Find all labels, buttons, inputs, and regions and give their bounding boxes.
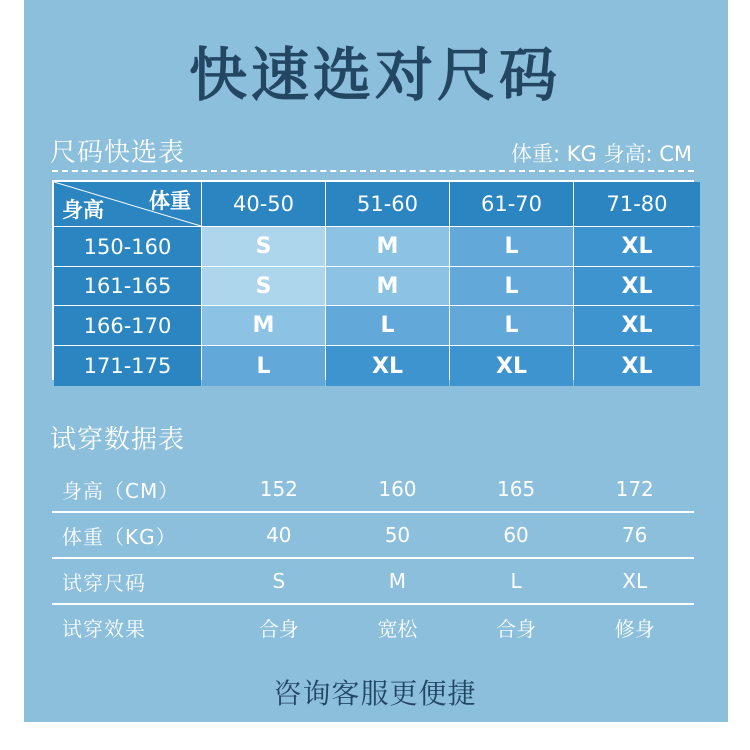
size-cell: XL xyxy=(574,306,700,345)
height-row-header: 161-165 xyxy=(54,267,201,305)
weight-column-header: 61-70 xyxy=(450,182,573,226)
row-value: 40 xyxy=(266,523,292,547)
size-cell: XL xyxy=(574,346,700,386)
corner-header xyxy=(54,182,201,226)
size-cell: L xyxy=(450,267,573,305)
size-cell: XL xyxy=(450,346,573,386)
size-cell: M xyxy=(202,306,325,345)
row-value: L xyxy=(510,569,522,593)
row-value: M xyxy=(388,569,407,593)
table-row xyxy=(52,466,694,512)
size-cell: M xyxy=(326,227,449,266)
row-label: 试穿尺码 xyxy=(62,570,146,595)
size-cell: XL xyxy=(574,227,700,266)
size-cell: L xyxy=(450,227,573,266)
row-value: 修身 xyxy=(614,616,655,641)
size-cell: S xyxy=(202,267,325,305)
footer-note: 咨询客服更便捷 xyxy=(273,677,477,710)
row-value: 165 xyxy=(496,477,536,501)
page-title: 快速选对尺码 xyxy=(188,41,561,109)
corner-height-label: 身高 xyxy=(62,198,104,222)
size-cell: XL xyxy=(574,267,700,305)
size-cell: L xyxy=(450,306,573,345)
row-value: 152 xyxy=(259,477,298,501)
row-value: 172 xyxy=(615,477,654,501)
size-cell: XL xyxy=(326,346,449,386)
dashed-divider xyxy=(52,170,694,172)
row-value: 160 xyxy=(378,477,417,501)
size-table-title: 尺码快选表 xyxy=(50,138,186,168)
row-label: 身高（CM） xyxy=(62,478,180,503)
size-table xyxy=(52,180,694,380)
row-label: 体重（KG） xyxy=(62,524,177,549)
table-row xyxy=(52,604,694,650)
try-on-table xyxy=(52,466,694,650)
weight-column-header: 51-60 xyxy=(326,182,449,226)
height-row-header: 166-170 xyxy=(54,306,201,345)
unit-note: 体重: KG 身高: CM xyxy=(510,142,692,166)
row-value: 合身 xyxy=(496,616,537,641)
corner-weight-label: 体重 xyxy=(149,189,191,213)
weight-column-header: 40-50 xyxy=(202,182,325,226)
table-row xyxy=(52,512,694,558)
height-row-header: 171-175 xyxy=(54,346,201,386)
row-value: S xyxy=(272,569,286,593)
row-value: 50 xyxy=(384,523,411,547)
weight-column-header: 71-80 xyxy=(574,182,700,226)
row-value: XL xyxy=(622,569,648,593)
table-row xyxy=(52,558,694,604)
row-value: 60 xyxy=(503,523,529,547)
row-value: 宽松 xyxy=(377,616,418,641)
row-label: 试穿效果 xyxy=(62,616,146,641)
size-cell: L xyxy=(202,346,325,386)
row-value: 76 xyxy=(621,523,648,547)
size-cell: L xyxy=(326,306,449,345)
size-cell: S xyxy=(202,227,325,266)
size-cell: M xyxy=(326,267,449,305)
row-value: 合身 xyxy=(258,616,299,641)
height-row-header: 150-160 xyxy=(54,227,201,266)
try-on-table-title: 试穿数据表 xyxy=(50,425,186,455)
